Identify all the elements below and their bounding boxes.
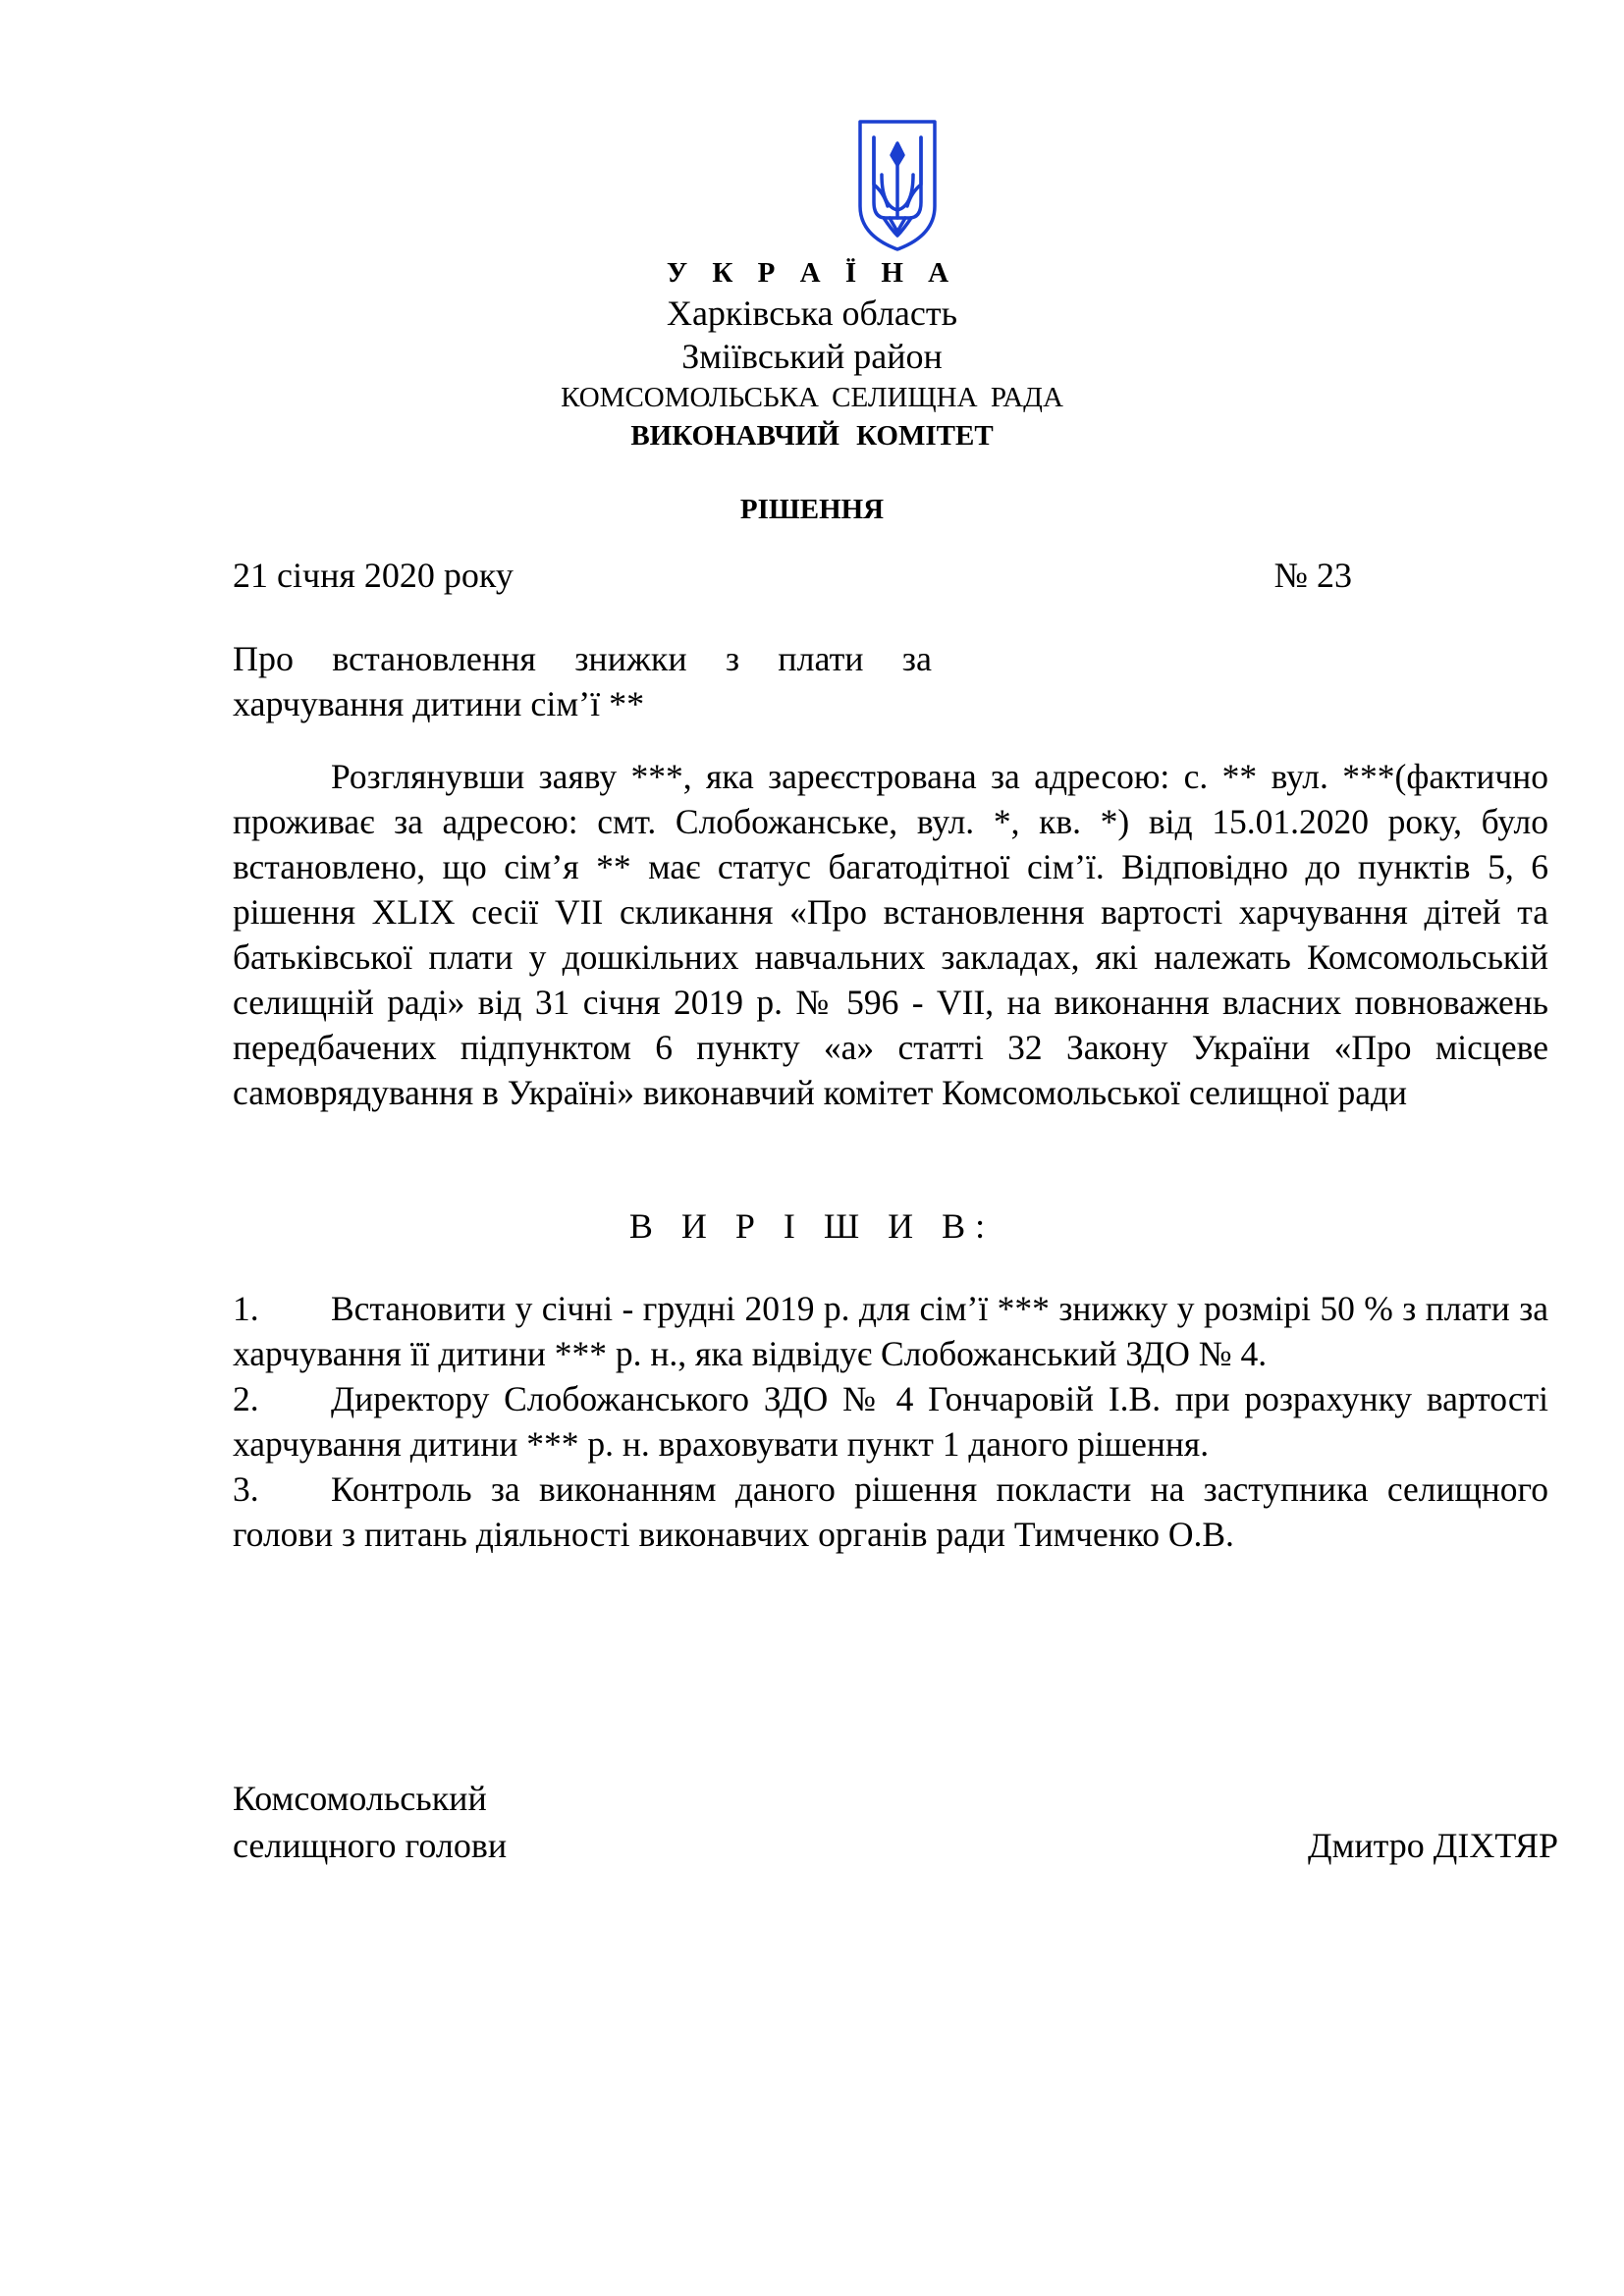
preamble-paragraph: Розглянувши заяву ***, яка зареєстрована за адресою: с. ** вул. ***(фактично проживає за адресою: смт. Слобожанське, вул. *, кв. *) від 15.01.2020 року, було встановлено, що сім’я ** має статус багатодітної сім’ї. Відповідно до пунктів 5, 6 рішення XLIX сесії VII скликання «Про встановлення вартості харчування дітей та батьківської плати у дошкільних навчальних закладах, які належать Комсомольській селищній раді» від 31 січня 2019 р. № 596 - VII, на виконання власних повноважень передбачених підпунктом 6 пункту «а» статті 32 Закону України «Про місцеве самоврядування в Україні» виконавчий комітет Комсомольської селищної ради (233, 757, 1548, 1112)
resolution-item (233, 1286, 1548, 1376)
signatory-post (233, 1775, 507, 1869)
item-number: 1. (233, 1289, 259, 1328)
item-text: Встановити у січні - грудні 2019 р. для сім’ї *** знижку у розмірі 50 % з плати за харчування її дитини *** р. н., яка відвідує Слобожанський ЗДО № 4. (233, 1289, 1548, 1373)
region-heading: Харківська область (666, 294, 958, 333)
resolved-heading: В И Р І Ш И В: (628, 1206, 996, 1246)
item-text: Директору Слобожанського ЗДО № 4 Гончаровій І.В. при розрахунку вартості харчування дитини *** р. н. враховувати пункт 1 даного рішення. (233, 1379, 1548, 1464)
committee-heading: ВИКОНАВЧИЙ КОМІТЕТ (630, 420, 994, 452)
signatory-name: Дмитро ДІХТЯР (1308, 1826, 1558, 1865)
trident-emblem-icon (854, 116, 941, 253)
decision-subject: Про встановлення знижки з плати за харчування дитини сім’ї ** (233, 639, 932, 723)
decision-title: РІШЕННЯ (739, 494, 885, 525)
district-heading: Зміївський район (681, 337, 943, 376)
signatory-post-line-1: Комсомольський (233, 1779, 487, 1818)
resolution-items (233, 1286, 1548, 1557)
country-heading: У К Р А Ї Н А (666, 257, 958, 289)
item-text: Контроль за виконанням даного рішення покласти на заступника селищного голови з питань діяльності виконавчих органів ради Тимченко О.В. (233, 1469, 1548, 1554)
item-number: 2. (233, 1379, 259, 1418)
resolution-item (233, 1376, 1548, 1467)
decision-date: 21 січня 2020 року (233, 556, 514, 595)
signatory-post-line-2: селищного голови (233, 1826, 508, 1865)
council-heading: КОМСОМОЛЬСЬКА СЕЛИЩНА РАДА (561, 382, 1063, 413)
decision-number: № 23 (1273, 556, 1352, 595)
item-number: 3. (233, 1469, 259, 1509)
resolution-item (233, 1467, 1548, 1557)
